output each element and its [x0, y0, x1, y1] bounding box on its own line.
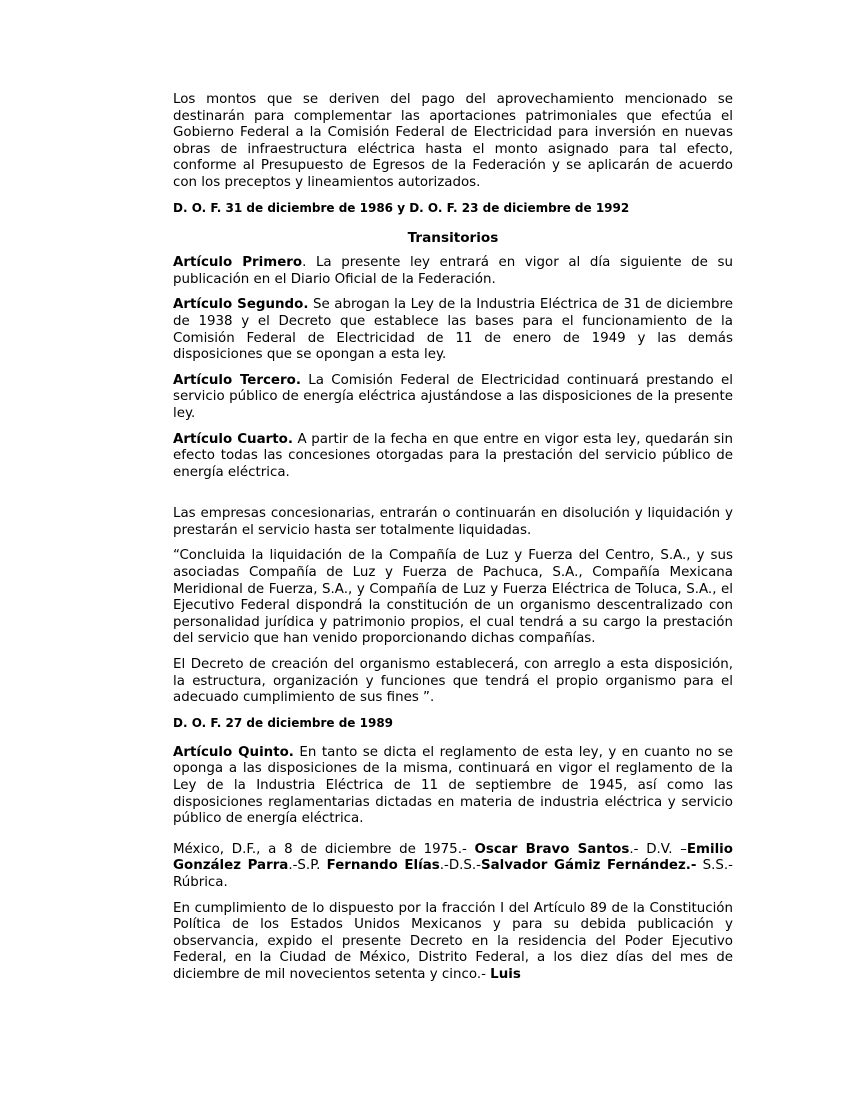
- paragraph-los-montos: [173, 92, 733, 192]
- heading-transitorios: [173, 230, 733, 247]
- paragraph-articulo-tercero-text: Artículo Tercero.: [173, 372, 301, 388]
- paragraph-articulo-primero-text: . La presente ley entrará en vigor al día siguiente de su publicación en el Diario Oficial de la Federación.: [173, 255, 733, 287]
- dof-note-1989: [173, 716, 733, 731]
- paragraph-mexico-signature-text: .-D.S.-: [439, 858, 481, 874]
- paragraph-el-decreto: [173, 657, 733, 707]
- paragraph-mexico-signature: [173, 842, 733, 892]
- text-column: [173, 92, 733, 993]
- paragraph-en-cumplimiento-text: En cumplimiento de lo dispuesto por la fracción I del Artículo 89 de la Constitución Política de los Estados Unidos Mexicanos y para su debida publicación y observancia, expido el presente Decreto en la residencia del Poder Ejecutivo Federal, en la Ciudad de México, Distrito Federal, a los diez días del mes de diciembre de mil novecientos setenta y cinco.-: [173, 900, 733, 982]
- paragraph-los-montos-text: Los montos que se deriven del pago del aprovechamiento mencionado se destinarán para complementar las aportaciones patrimoniales que efectúa el Gobierno Federal a la Comisión Federal de Electricidad para inversión en nuevas obras de infraestructura eléctrica hasta el monto asignado para tal efecto, conforme al Presupuesto de Egresos de la Federación y se aplicarán de acuerdo con los preceptos y lineamientos autorizados.: [173, 92, 733, 190]
- paragraph-en-cumplimiento: [173, 901, 733, 984]
- paragraph-mexico-signature-text: .- D.V. –: [629, 841, 687, 857]
- paragraph-articulo-quinto-text: Artículo Quinto.: [173, 744, 294, 760]
- paragraph-mexico-signature-text: .-S.P.: [288, 858, 327, 874]
- paragraph-articulo-segundo-text: Se abrogan la Ley de la Industria Eléctrica de 31 de diciembre de 1938 y el Decreto que establece las bases para el funcionamiento de la Comisión Federal de Electricidad de 11 de enero de 1949 y las demás disposiciones que se opongan a esta ley.: [173, 297, 733, 363]
- paragraph-articulo-segundo-text: Artículo Segundo.: [173, 297, 309, 313]
- paragraph-concluida-liquidacion: [173, 548, 733, 648]
- paragraph-en-cumplimiento-text: Luis: [490, 966, 521, 982]
- paragraph-articulo-cuarto-text: Artículo Cuarto.: [173, 431, 293, 447]
- paragraph-articulo-cuarto-text: A partir de la fecha en que entre en vigor esta ley, quedarán sin efecto todas las concesiones otorgadas para la prestación del servicio público de energía eléctrica.: [173, 431, 733, 480]
- dof-note-1989-text: D. O. F. 27 de diciembre de 1989: [173, 715, 394, 730]
- paragraph-articulo-primero: [173, 255, 733, 288]
- paragraph-articulo-quinto: [173, 745, 733, 828]
- paragraph-articulo-primero-text: Artículo Primero: [173, 255, 303, 271]
- heading-transitorios-text: Transitorios: [407, 229, 499, 246]
- paragraph-las-empresas-text: Las empresas concesionarias, entrarán o continuarán en disolución y liquidación y prestarán el servicio hasta ser totalmente liquidadas.: [173, 506, 733, 538]
- paragraph-articulo-quinto-text: En tanto se dicta el reglamento de esta ley, y en cuanto no se oponga a las disposiciones de la misma, continuará en vigor el reglamento de la Ley de la Industria Eléctrica de 11 de septiembre de 1945, así como las disposiciones reglamentarias dictadas en materia de industria eléctrica y servicio público de energía eléctrica.: [173, 744, 733, 827]
- paragraph-mexico-signature-text: Salvador Gámiz Fernández.-: [480, 858, 697, 874]
- dof-note-1986-1992: [173, 201, 733, 216]
- paragraph-las-empresas: [173, 506, 733, 539]
- paragraph-articulo-segundo: [173, 297, 733, 363]
- paragraph-articulo-tercero: [173, 373, 733, 423]
- paragraph-el-decreto-text: El Decreto de creación del organismo establecerá, con arreglo a esta disposición, la estructura, organización y funciones que tendrá el propio organismo para el adecuado cumplimiento de sus fines ”.: [173, 657, 733, 706]
- paragraph-concluida-liquidacion-text: “Concluida la liquidación de la Compañía de Luz y Fuerza del Centro, S.A., y sus asociadas Compañía de Luz y Fuerza de Pachuca, S.A., Compañía Mexicana Meridional de Fuerza, S.A., y Compañía de Luz y Fuerza Eléctrica de Toluca, S.A., el Ejecutivo Federal dispondrá la constitución de un organismo descentralizado con personalidad jurídica y patrimonio propios, el cual tendrá a su cargo la prestación del servicio que han venido proporcionando dichas compañías.: [173, 548, 733, 647]
- paragraph-mexico-signature-text: S.S.- Rúbrica.: [173, 858, 733, 890]
- paragraph-mexico-signature-text: Emilio González Parra: [173, 841, 733, 874]
- dof-note-1986-1992-text: D. O. F. 31 de diciembre de 1986 y D. O. F. 23 de diciembre de 1992: [173, 200, 630, 215]
- paragraph-mexico-signature-text: México, D.F., a 8 de diciembre de 1975.-: [173, 841, 475, 857]
- paragraph-mexico-signature-text: Oscar Bravo Santos: [474, 841, 630, 857]
- paragraph-mexico-signature-text: Fernando Elías: [326, 858, 440, 874]
- paragraph-articulo-cuarto: [173, 432, 733, 482]
- paragraph-articulo-tercero-text: La Comisión Federal de Electricidad continuará prestando el servicio público de energía eléctrica ajustándose a las disposiciones de la presente ley.: [173, 372, 733, 421]
